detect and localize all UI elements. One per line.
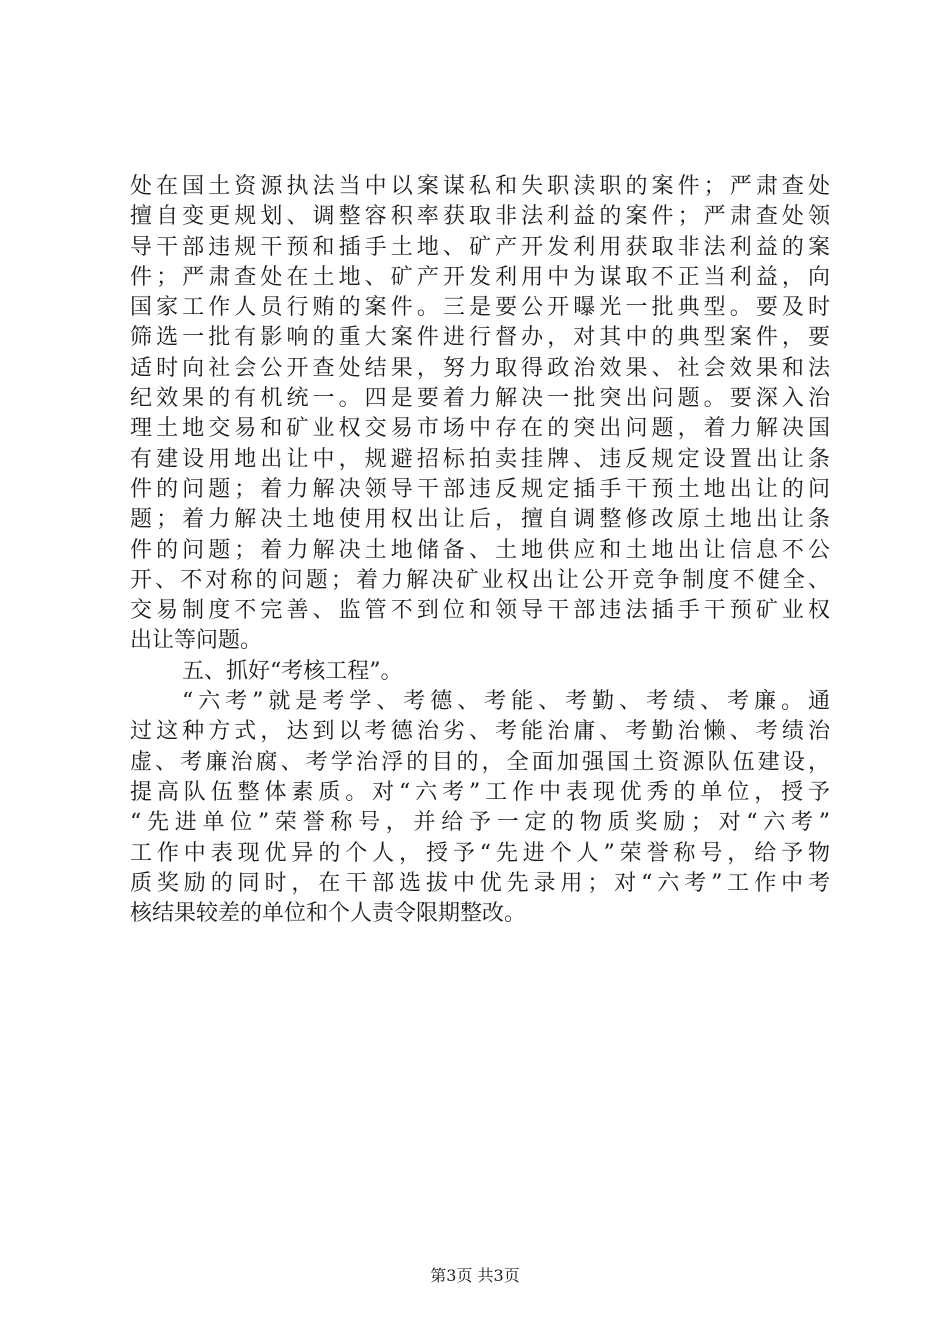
text-line: 国家工作人员行贿的案件。三是要公开曝光一批典型。要及时 [130, 295, 830, 321]
text-line: 理土地交易和矿业权交易市场中存在的突出问题，着力解决国 [130, 416, 830, 442]
text-line: 质奖励的同时，在干部选拔中优先录用；对“六考”工作中考 [130, 870, 830, 896]
text-line: 件；严肃查处在土地、矿产开发利用中为谋取不正当利益，向 [130, 264, 830, 290]
text-line: 纪效果的有机统一。四是要着力解决一批突出问题。要深入治 [130, 386, 830, 412]
document-body [130, 172, 830, 929]
text-line: “先进单位”荣誉称号，并给予一定的物质奖励；对“六考” [130, 810, 830, 836]
page-number-footer: 第3页 共3页 [430, 1266, 520, 1285]
section-heading: 五、抓好“考核工程”。 [182, 658, 403, 684]
text-line: 擅自变更规划、调整容积率获取非法利益的案件；严肃查处领 [130, 204, 830, 230]
text-line: 出让等问题。 [130, 628, 263, 654]
text-line: “六考”就是考学、考德、考能、考勤、考绩、考廉。通 [182, 689, 830, 715]
text-line: 筛选一批有影响的重大案件进行督办，对其中的典型案件，要 [130, 325, 830, 351]
text-line: 提高队伍整体素质。对“六考”工作中表现优秀的单位，授予 [130, 779, 830, 805]
text-line: 适时向社会公开查处结果，努力取得政治效果、社会效果和法 [130, 355, 830, 381]
text-line: 开、不对称的问题；着力解决矿业权出让公开竞争制度不健全、 [130, 567, 830, 593]
text-line: 交易制度不完善、监管不到位和领导干部违法插手干预矿业权 [130, 598, 830, 624]
text-line: 件的问题；着力解决土地储备、土地供应和土地出让信息不公 [130, 537, 830, 563]
text-line: 过这种方式，达到以考德治劣、考能治庸、考勤治懒、考绩治 [130, 719, 830, 745]
text-line: 题；着力解决土地使用权出让后，擅自调整修改原土地出让条 [130, 507, 830, 533]
paragraph-2 [130, 687, 830, 929]
paragraph-1 [130, 172, 830, 657]
text-line: 件的问题；着力解决领导干部违反规定插手干预土地出让的问 [130, 476, 830, 502]
text-line: 有建设用地出让中，规避招标拍卖挂牌、违反规定设置出让条 [130, 446, 830, 472]
text-line: 虚、考廉治腐、考学治浮的目的，全面加强国土资源队伍建设， [130, 749, 830, 775]
text-line: 导干部违规干预和插手土地、矿产开发利用获取非法利益的案 [130, 234, 830, 260]
text-line: 处在国土资源执法当中以案谋私和失职渎职的案件；严肃查处 [130, 174, 830, 199]
text-line: 工作中表现优异的个人，授予“先进个人”荣誉称号，给予物 [130, 840, 830, 866]
text-line: 核结果较差的单位和个人责令限期整改。 [130, 901, 527, 927]
